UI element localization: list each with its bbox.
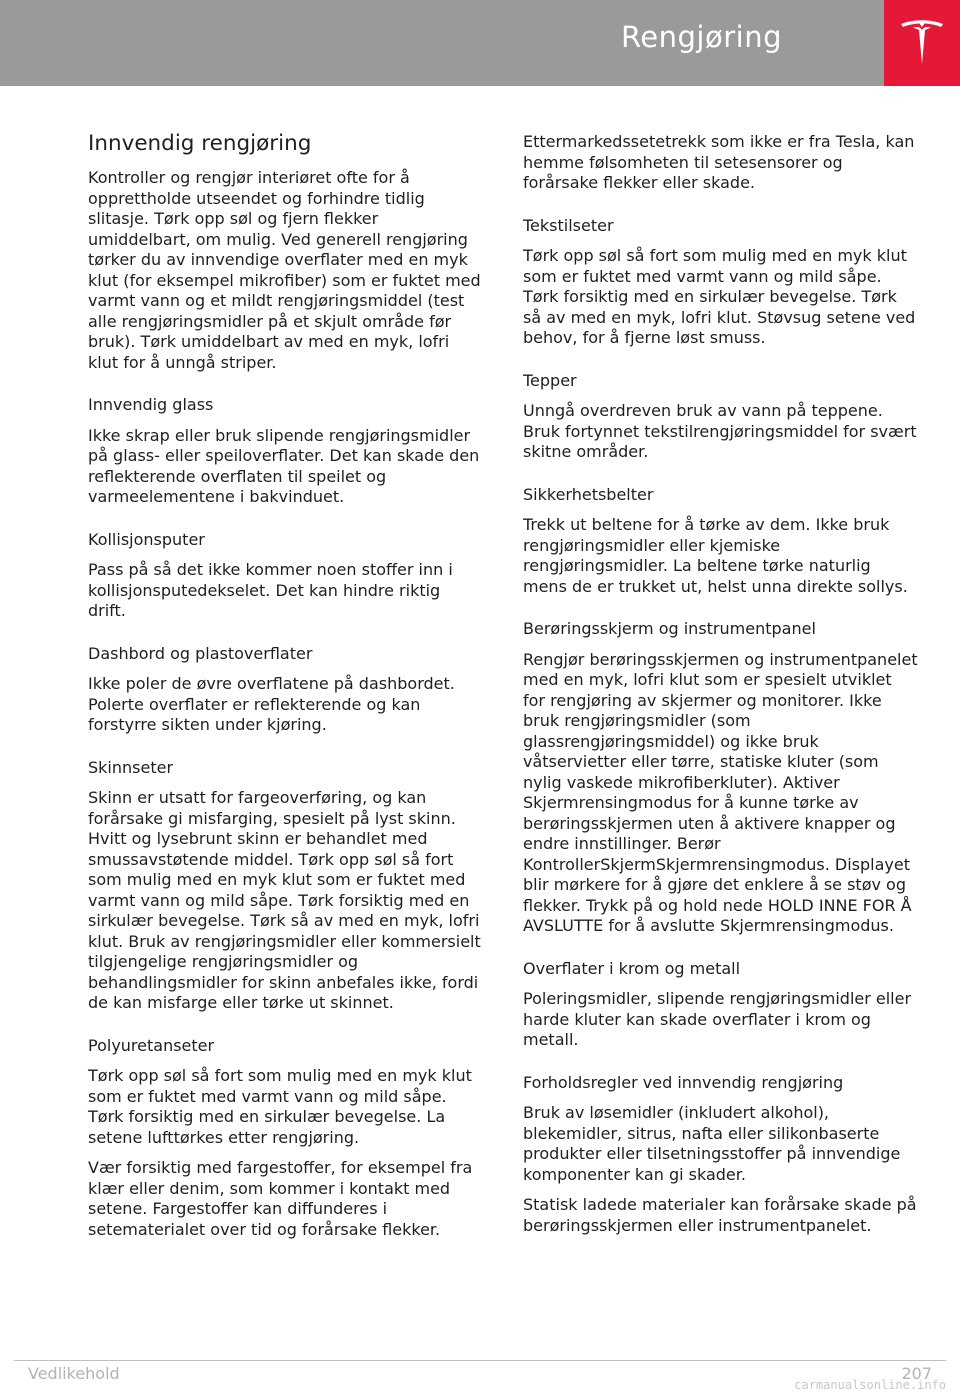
heading-polyurethane-seats: Polyuretanseter <box>88 1035 215 1055</box>
ui-term-hold-to-exit: HOLD INNE FOR Å AVSLUTTE <box>523 895 912 935</box>
heading-precautions: Forholdsregler ved innvendig rengjøring <box>523 1072 844 1092</box>
heading-carpets: Tepper <box>523 370 577 390</box>
paragraph-airbags: Pass på så det ikke kommer noen stoffer inn i kollisjonsputedekselet. Det kan hindre riktig drift. <box>88 560 453 620</box>
paragraph-dashboard: Ikke poler de øvre overflatene på dashbordet. Polerte overflater er reflekterende og kan forstyrre sikten under kjøring. <box>88 674 455 734</box>
paragraph-chrome-metal: Poleringsmidler, slipende rengjøringsmidler eller harde kluter kan skade overflater i krom og metall. <box>523 989 912 1049</box>
ui-term-screen-clean-mode: KontrollerSkjermSkjermrensingmodus <box>523 854 825 874</box>
paragraph-textile-seats: Tørk opp søl så fort som mulig med en myk klut som er fuktet med varmt vann og mild såpe. Tørk forsiktig med en sirkulær bevegelse. Tørk så av med en myk, lofri klut. Støvsug setene ved behov, for å fjerne løst smuss. <box>523 246 916 347</box>
footer-section: Vedlikehold <box>28 1364 120 1383</box>
paragraph-precautions-1: Bruk av løsemidler (inkludert alkohol), blekemidler, sitrus, nafta eller silikonbaserte produkter eller tilsetningsstoffer på innvendige komponenter kan gi skader. <box>523 1103 901 1184</box>
header-bar <box>0 0 884 86</box>
paragraph-polyurethane-2: Vær forsiktig med fargestoffer, for eksempel fra klær eller denim, som kommer i kontakt med setene. Fargestoffer kan diffunderes i setematerialet over tid og forårsake flekker. <box>88 1158 473 1239</box>
heading-textile-seats: Tekstilseter <box>523 215 614 235</box>
paragraph-polyurethane-1: Tørk opp søl så fort som mulig med en myk klut som er fuktet med varmt vann og mild såpe. Tørk forsiktig med en sirkulær bevegelse. La setene lufttørkes etter rengjøring. <box>88 1066 472 1147</box>
heading-chrome-metal: Overflater i krom og metall <box>523 958 741 978</box>
brand-logo <box>884 0 960 86</box>
heading-leather-seats: Skinnseter <box>88 757 174 777</box>
paragraph-precautions-2: Statisk ladede materialer kan forårsake skade på berøringsskjermen eller instrumentpanelet. <box>523 1195 917 1235</box>
heading-airbags: Kollisjonsputer <box>88 529 205 549</box>
page-number: 207 <box>901 1364 932 1383</box>
paragraph-inner-glass: Ikke skrap eller bruk slipende rengjøringsmidler på glass- eller speiloverflater. Det kan skade den reflekterende overflaten til speilet og varmeelementene i bakvinduet. <box>88 425 480 506</box>
left-column <box>88 130 483 1250</box>
heading-inner-glass: Innvendig glass <box>88 395 214 414</box>
section-title: Innvendig rengjøring <box>88 131 312 156</box>
paragraph-carpets: Unngå overdreven bruk av vann på teppene. Bruk fortynnet tekstilrengjøringsmiddel for svært skitne områder. <box>523 401 917 461</box>
paragraph-aftermarket: Ettermarkedssetetrekk som ikke er fra Tesla, kan hemme følsomheten til setesensorer og forårsake flekker eller skade. <box>523 132 915 192</box>
touchscreen-text-c: for å avslutte Skjermrensingmodus. <box>603 916 894 935</box>
page-title: Rengjøring <box>620 20 782 54</box>
tesla-logo-icon <box>899 18 945 68</box>
paragraph-seat-belts: Trekk ut beltene for å tørke av dem. Ikke bruk rengjøringsmidler eller kjemiske rengjøringsmidler. La beltene tørke naturlig mens de er trukket ut, helst unna direkte sollys. <box>523 515 908 596</box>
paragraph-leather-seats: Skinn er utsatt for fargeoverføring, og kan forårsake gi misfarging, spesielt på lyst skinn. Hvitt og lysebrunt skinn er behandlet med smussavstøtende middel. Tørk opp søl så fort som mulig med en myk klut som er fuktet med varmt vann og mild såpe. Tørk forsiktig med en sirkulær bevegelse. Tørk så av med en myk, lofri klut. Bruk av rengjøringsmidler eller kommersielt tilgjengelige rengjøringsmidler og behandlingsmidler for skinn anbefales ikke, fordi de kan misfarge eller tørke ut skinnet. <box>88 788 481 1012</box>
heading-dashboard: Dashbord og plastoverflater <box>88 643 313 663</box>
touchscreen-text-b: . Displayet blir mørkere for å gjøre det enklere å se støv og flekker. Trykk på og hold nede <box>523 854 910 915</box>
watermark: carmanualsonline.info <box>794 1378 946 1392</box>
paragraph-touchscreen <box>523 650 918 937</box>
heading-touchscreen: Berøringsskjerm og instrumentpanel <box>523 619 816 638</box>
footer-divider <box>14 1360 946 1361</box>
touchscreen-text-a: Rengjør berøringsskjermen og instrumentpanelet med en myk, lofri klut som er spesielt utviklet for rengjøring av skjermer og monitorer. Ikke bruk rengjøringsmidler (som glassrengjøringsmiddel) og ikke bruk våtservietter eller tørre, statiske kluter (som nylig vaskede mikrofiberkluter). Aktiver Skjermrensingmodus for å kunne tørke av berøringsskjermen uten å aktivere knapper og endre innstillinger. Berør <box>523 649 918 853</box>
right-column <box>523 132 918 1246</box>
intro-paragraph: Kontroller og rengjør interiøret ofte for å opprettholde utseendet og forhindre tidlig slitasje. Tørk opp søl og fjern flekker umiddelbart, om mulig. Ved generell rengjøring tørker du av innvendige overflater med en myk klut (for eksempel mikrofiber) som er fuktet med varmt vann og et mildt rengjøringsmiddel (test alle rengjøringsmidler på et skjult område før bruk). Tørk umiddelbart av med en myk, lofri klut for å unngå striper. <box>88 168 481 372</box>
heading-seat-belts: Sikkerhetsbelter <box>523 484 654 504</box>
